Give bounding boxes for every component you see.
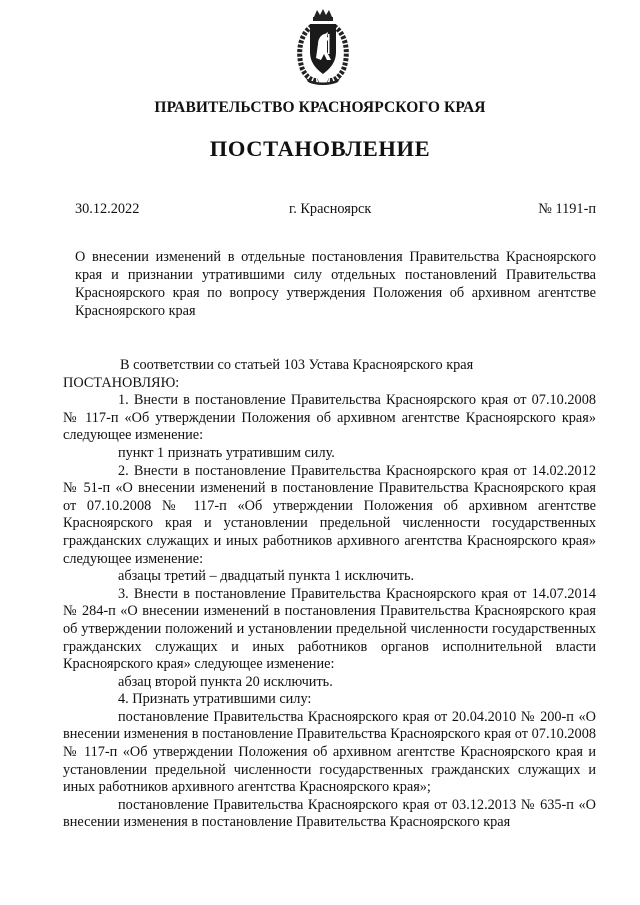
- krasnoyarsk-coat-of-arms-icon: [294, 8, 352, 86]
- item-4-subitem-a: постановление Правительства Красноярского края от 20.04.2010 № 200-п «О внесении изменения в постановление Правительства Красноярского края от 07.10.2008 № 117-п «Об утверждении Положения об архивном агентстве Красноярского края и установлении предельной численности государственных гражданских служащих и иных работников архивного агентства Красноярского края»;: [63, 708, 596, 796]
- preamble-paragraph: В соответствии со статьей 103 Устава Красноярского края: [120, 357, 474, 373]
- item-2-paragraph: 2. Внести в постановление Правительства Красноярского края от 14.02.2012 № 51-п «О внесении изменений в постановление Правительства Красноярского края от 07.10.2008 № 117-п «Об утверждении Положения об архивном агентстве Красноярского края и установлении предельной численности государственных гражданских служащих и иных работников архивного агентства Красноярского края» следующее изменение:: [63, 462, 596, 567]
- item-4-subitem-b: постановление Правительства Красноярского края от 03.12.2013 № 635-п «О внесении изменения в постановление Правительства Красноярского края: [63, 796, 596, 831]
- item-3-paragraph: 3. Внести в постановление Правительства Красноярского края от 14.07.2014 № 284-п «О внесении изменений в постановления Правительства Красноярского края об утверждении положений и установлении предельной численности государственных гражданских служащих и иных работников органов исполнительной власти Красноярского края» следующее изменение:: [63, 585, 596, 673]
- item-1-change: пункт 1 признать утратившим силу.: [118, 444, 335, 461]
- item-3-change: абзац второй пункта 20 исключить.: [118, 673, 333, 690]
- resolve-heading: ПОСТАНОВЛЯЮ:: [63, 374, 180, 391]
- item-1-paragraph: 1. Внести в постановление Правительства Красноярского края от 07.10.2008 № 117-п «Об утверждении Положения об архивном агентстве Красноярского края» следующее изменение:: [63, 392, 596, 444]
- item-4-paragraph: 4. Признать утратившими силу:: [118, 691, 312, 708]
- item-2-change: абзацы третий – двадцатый пункта 1 исключить.: [118, 568, 415, 585]
- document-meta: [75, 201, 596, 221]
- document-type-title: ПОСТАНОВЛЕНИЕ: [209, 136, 431, 161]
- document-city: г. Красноярск: [289, 201, 372, 217]
- document-number: № 1191-п: [538, 201, 596, 217]
- document-date: 30.12.2022: [75, 201, 140, 217]
- document-subject: О внесении изменений в отдельные постановления Правительства Красноярского края и признании утратившими силу отдельных постановлений Правительства Красноярского края по вопросу утверждения Положения об архивном агентстве Красноярского края: [75, 249, 596, 319]
- document-body: [63, 357, 596, 832]
- organization-title: ПРАВИТЕЛЬСТВО КРАСНОЯРСКОГО КРАЯ: [154, 99, 486, 116]
